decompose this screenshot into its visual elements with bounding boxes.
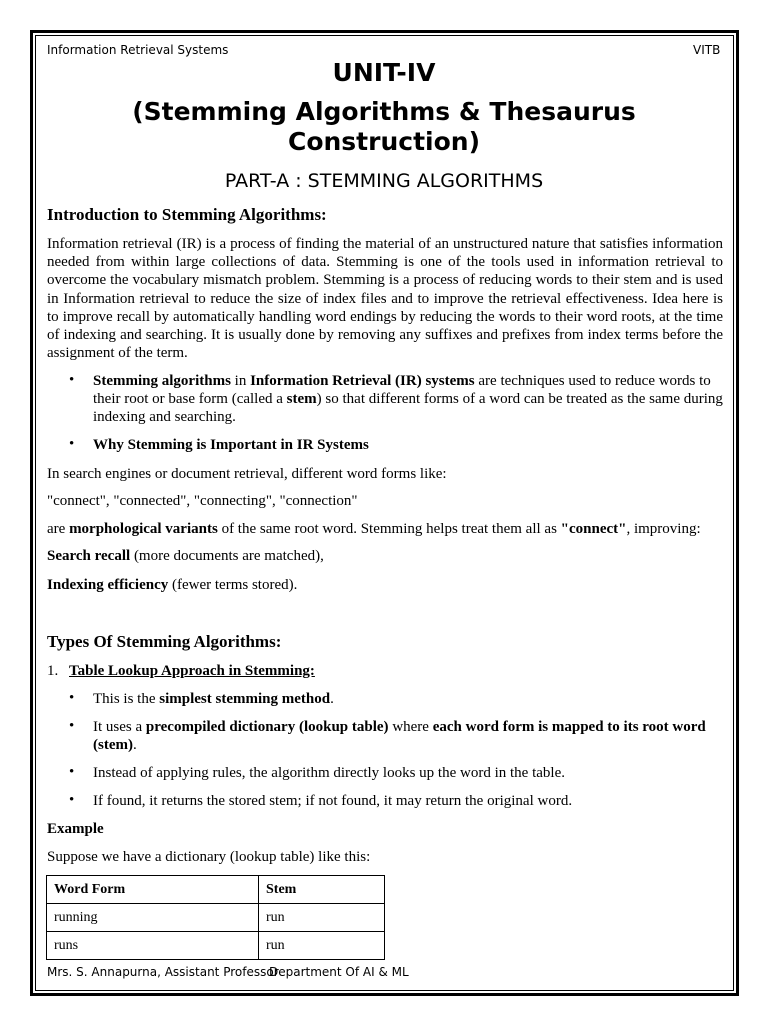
- text: .: [330, 691, 334, 707]
- item-number: 1.: [47, 663, 59, 679]
- bold-text: each word form is mapped to its root word (stem): [93, 719, 706, 754]
- footer-right: Department Of AI & ML: [269, 965, 409, 979]
- example-label: Example: [47, 821, 104, 837]
- bullet-stemming-definition: [93, 372, 723, 427]
- morphological-line: [47, 520, 701, 538]
- table-cell: running: [47, 904, 259, 932]
- subtitle-line-2: Construction): [287, 127, 481, 156]
- bold-text: Indexing efficiency: [47, 577, 169, 593]
- bullet-dot: •: [69, 372, 75, 388]
- subtitle-line-1: (Stemming Algorithms & Thesaurus: [132, 97, 636, 126]
- table-row: [47, 904, 385, 932]
- indexing-efficiency-line: [47, 576, 297, 594]
- bold-text: Search recall: [47, 548, 131, 564]
- intro-heading: Introduction to Stemming Algorithms:: [47, 205, 327, 224]
- types-heading: Types Of Stemming Algorithms:: [47, 632, 282, 651]
- intro-paragraph: Information retrieval (IR) is a process of finding the material of an unstructured nature that satisfies information needed from within large collections of data. Stemming is one of the tools used in information retrieval to overcome the vocabulary mismatch problem. Stemming is a process of reducing words to their stem and is used in Information retrieval to reduce the size of index files and to improve the retrieval effectiveness. Idea here is to improve recall by automatically handling word endings by reducing the words to their word roots, at the time of indexing and searching. It is usually done by removing any suffixes and prefixes from index terms before the assignment of the term.: [47, 236, 723, 362]
- bullet-dot: •: [69, 718, 75, 734]
- lookup-table: [46, 875, 385, 960]
- bullet-found: If found, it returns the stored stem; if not found, it may return the original word.: [93, 793, 573, 809]
- example-intro: Suppose we have a dictionary (lookup table) like this:: [47, 849, 371, 865]
- footer-left: Mrs. S. Annapurna, Assistant Professor: [47, 965, 279, 979]
- part-title: PART-A : STEMMING ALGORITHMS: [224, 170, 544, 192]
- text: , improving:: [626, 521, 701, 537]
- subtitle: [40, 97, 728, 157]
- header-right: VITB: [693, 43, 721, 57]
- bold-text: Why Stemming is Important in IR Systems: [93, 437, 369, 453]
- text: where: [388, 719, 433, 735]
- bullet-simplest: [93, 690, 723, 708]
- text: (more documents are matched),: [130, 548, 324, 564]
- table-header-row: [47, 876, 385, 904]
- bullet-lookup: Instead of applying rules, the algorithm directly looks up the word in the table.: [93, 765, 565, 781]
- word-forms-example: "connect", "connected", "connecting", "connection": [47, 493, 358, 509]
- table-header-cell: Word Form: [47, 876, 259, 904]
- text: of the same root word. Stemming helps treat them all as: [217, 521, 561, 537]
- bold-text: stem: [286, 391, 317, 408]
- text: (fewer terms stored).: [168, 577, 298, 593]
- table-cell: run: [259, 932, 385, 960]
- bold-text: morphological variants: [69, 521, 218, 537]
- bold-text: Information Retrieval (IR) systems: [250, 373, 475, 389]
- unit-title: UNIT-IV: [332, 58, 436, 87]
- bullet-dot: •: [69, 690, 75, 706]
- search-recall-line: [47, 547, 324, 565]
- table-row: [47, 932, 385, 960]
- bullet-why-important: [93, 436, 723, 454]
- bold-text: precompiled dictionary (lookup table): [145, 719, 389, 735]
- text: are techniques used to reduce words to their root or base form (called a: [93, 373, 711, 408]
- text: in: [230, 373, 251, 389]
- text: ) so that different forms of a word can be treated as the same during indexing and searching.: [93, 391, 723, 426]
- text: .: [132, 737, 137, 754]
- table-lookup-title: Table Lookup Approach in Stemming:: [69, 663, 315, 679]
- bold-text: Stemming algorithms: [93, 373, 231, 389]
- word-forms-line: In search engines or document retrieval, different word forms like:: [47, 466, 447, 482]
- text: are: [47, 521, 70, 537]
- bullet-dot: •: [69, 764, 75, 780]
- text: It uses a: [93, 719, 146, 735]
- bullet-dictionary: [93, 718, 713, 754]
- bold-text: simplest stemming method: [159, 691, 331, 707]
- table-header-cell: Stem: [259, 876, 385, 904]
- table-cell: runs: [47, 932, 259, 960]
- bullet-dot: •: [69, 792, 75, 808]
- table-cell: run: [259, 904, 385, 932]
- bullet-dot: •: [69, 436, 75, 452]
- bold-text: "connect": [560, 521, 627, 537]
- header-left: Information Retrieval Systems: [47, 43, 229, 57]
- text: This is the: [93, 691, 160, 707]
